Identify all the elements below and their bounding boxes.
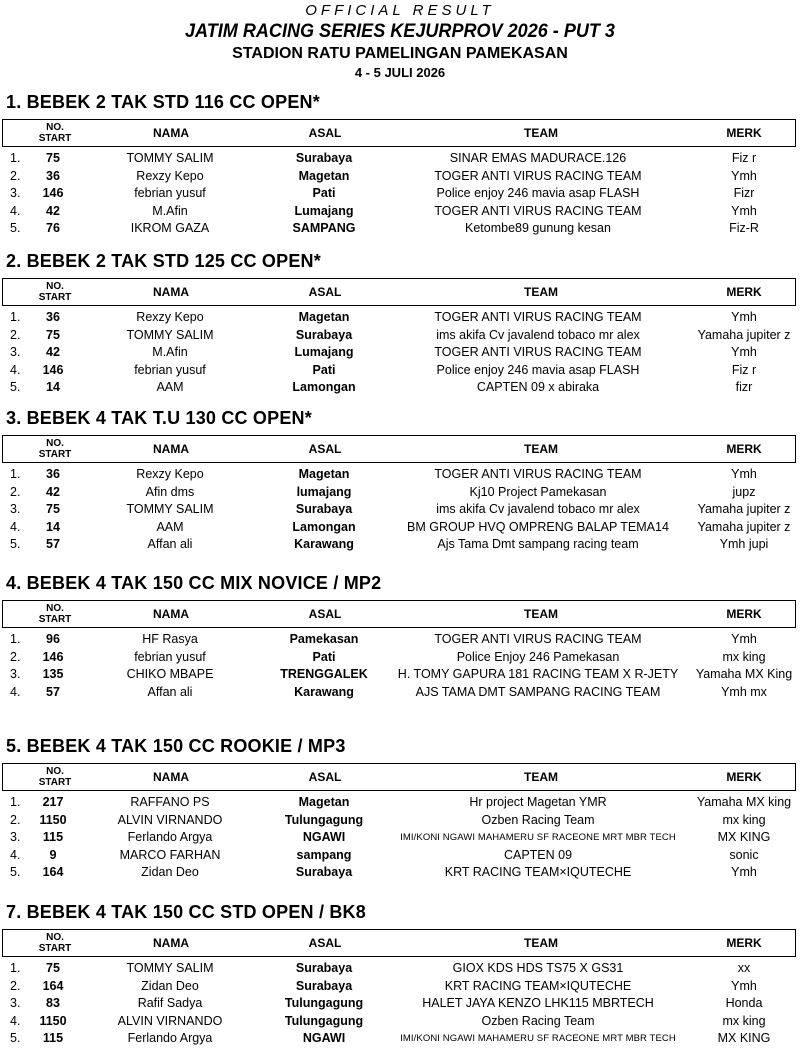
row-position: 1. <box>10 632 21 646</box>
table-row <box>0 1030 800 1048</box>
row-rider-name: Afin dms <box>145 484 195 499</box>
row-rider-name: TOMMY SALIM <box>126 502 214 516</box>
row-team: Hr project Magetan YMR <box>469 795 607 809</box>
row-rider-name: Rexzy Kepo <box>136 467 204 481</box>
table-row <box>0 812 800 830</box>
row-brand: MX KING <box>717 1031 771 1045</box>
header-asal: ASAL <box>308 285 342 299</box>
table-header <box>2 119 796 147</box>
row-team: Police Enjoy 246 Pamekasan <box>456 649 620 664</box>
header-no-label: NO. <box>46 438 64 449</box>
header-nama: NAMA <box>153 936 189 950</box>
row-rider-name: Ferlando Argya <box>127 1031 213 1045</box>
table-row <box>0 220 800 238</box>
event-date: 4 - 5 JULI 2026 <box>354 65 446 80</box>
row-team: Police enjoy 246 mavia asap FLASH <box>436 186 640 200</box>
table-row <box>0 203 800 221</box>
row-team: KRT RACING TEAM×IQUTECHE <box>444 978 632 993</box>
table-row <box>0 185 800 203</box>
table-row <box>0 794 800 812</box>
row-brand: Fiz-R <box>729 221 759 235</box>
row-origin: Magetan <box>298 467 350 481</box>
row-position: 3. <box>10 830 21 844</box>
header-no-label: NO. <box>46 122 64 133</box>
table-row <box>0 501 800 519</box>
header-team: TEAM <box>524 770 558 784</box>
row-rider-name: TOMMY SALIM <box>126 327 214 342</box>
row-brand: Ymh <box>731 865 757 879</box>
row-brand: Ymh <box>731 978 757 993</box>
row-start-number: 115 <box>42 830 64 844</box>
table-row <box>0 362 800 380</box>
table-row <box>0 847 800 865</box>
row-origin: Magetan <box>298 795 350 809</box>
row-origin: Surabaya <box>295 151 353 165</box>
row-team: TOGER ANTI VIRUS RACING TEAM <box>434 203 642 218</box>
row-start-number: 135 <box>42 667 64 681</box>
row-position: 2. <box>10 812 21 827</box>
row-rider-name: MARCO FARHAN <box>119 847 221 862</box>
row-position: 1. <box>10 151 21 165</box>
header-no-start <box>25 436 85 462</box>
table-row <box>0 684 800 702</box>
table-row <box>0 327 800 345</box>
row-position: 2. <box>10 649 21 664</box>
row-start-number: 42 <box>46 203 60 218</box>
row-brand: Yamaha jupiter z <box>697 327 791 342</box>
row-start-number: 75 <box>46 327 60 342</box>
header-nama: NAMA <box>153 126 189 140</box>
category-title: 4. BEBEK 4 TAK 150 CC MIX NOVICE / MP2 <box>6 573 382 593</box>
header-start-label: START <box>38 292 72 303</box>
row-position: 4. <box>10 362 21 377</box>
table-row <box>0 666 800 684</box>
row-origin: Tulungagung <box>284 1013 364 1028</box>
row-start-number: 164 <box>42 978 64 993</box>
category-title: 3. BEBEK 4 TAK T.U 130 CC OPEN* <box>6 408 312 428</box>
row-origin: sampang <box>296 847 352 862</box>
table-row <box>0 150 800 168</box>
row-origin: TRENGGALEK <box>280 667 368 681</box>
row-brand: mx king <box>722 1013 766 1028</box>
header-asal: ASAL <box>308 936 342 950</box>
row-rider-name: febrian yusuf <box>134 186 206 200</box>
table-row <box>0 995 800 1013</box>
row-origin: Magetan <box>298 310 350 324</box>
row-start-number: 42 <box>46 345 60 359</box>
row-team: AJS TAMA DMT SAMPANG RACING TEAM <box>415 684 661 699</box>
row-position: 1. <box>10 310 21 324</box>
row-rider-name: M.Afin <box>152 345 188 359</box>
row-position: 5. <box>10 537 21 551</box>
table-row <box>0 829 800 847</box>
row-position: 2. <box>10 484 21 499</box>
row-position: 3. <box>10 345 21 359</box>
row-start-number: 217 <box>42 795 64 809</box>
row-origin: Pati <box>312 362 336 377</box>
header-no-start <box>25 764 85 790</box>
row-start-number: 75 <box>46 151 60 165</box>
row-start-number: 57 <box>46 537 60 551</box>
venue-title: STADION RATU PAMELINGAN PAMEKASAN <box>232 45 568 62</box>
row-start-number: 83 <box>46 996 60 1010</box>
header-no-label: NO. <box>46 603 64 614</box>
row-rider-name: TOMMY SALIM <box>126 961 214 975</box>
row-start-number: 164 <box>42 865 64 879</box>
row-position: 5. <box>10 221 21 235</box>
header-asal: ASAL <box>308 442 342 456</box>
row-brand: Fiz r <box>731 362 757 377</box>
row-position: 3. <box>10 186 21 200</box>
row-position: 4. <box>10 1013 21 1028</box>
header-team: TEAM <box>524 126 558 140</box>
table-row <box>0 344 800 362</box>
row-rider-name: Zidan Deo <box>141 978 199 993</box>
row-brand: Yamaha jupiter z <box>697 519 791 534</box>
header-asal: ASAL <box>308 126 342 140</box>
row-start-number: 1150 <box>39 1013 67 1028</box>
header-merk: MERK <box>726 936 762 950</box>
table-header <box>2 929 796 957</box>
row-start-number: 42 <box>46 484 60 499</box>
row-team: Kj10 Project Pamekasan <box>469 484 607 499</box>
table-header <box>2 278 796 306</box>
header-no-start <box>25 120 85 146</box>
row-team: KRT RACING TEAM×IQUTECHE <box>444 865 632 879</box>
row-brand: jupz <box>732 484 756 499</box>
table-row <box>0 168 800 186</box>
category-title: 5. BEBEK 4 TAK 150 CC ROOKIE / MP3 <box>6 736 346 756</box>
row-origin: Pamekasan <box>289 632 359 646</box>
row-origin: Lumajang <box>294 345 354 359</box>
row-start-number: 146 <box>42 362 64 377</box>
row-start-number: 96 <box>46 632 60 646</box>
header-team: TEAM <box>524 936 558 950</box>
header-nama: NAMA <box>153 442 189 456</box>
table-header <box>2 600 796 628</box>
row-brand: Ymh jupi <box>719 537 769 551</box>
row-start-number: 36 <box>46 168 60 183</box>
table-row <box>0 466 800 484</box>
row-rider-name: Rexzy Kepo <box>136 168 204 183</box>
row-team: ims akifa Cv javalend tobaco mr alex <box>436 327 640 342</box>
row-team: TOGER ANTI VIRUS RACING TEAM <box>434 310 642 324</box>
table-row <box>0 379 800 397</box>
row-team: IMI/KONI NGAWI MAHAMERU SF RACEONE MRT MBR TECH <box>400 832 676 843</box>
category-title: 2. BEBEK 2 TAK STD 125 CC OPEN* <box>6 251 321 271</box>
row-brand: Yamaha MX King <box>695 667 793 681</box>
row-team: TOGER ANTI VIRUS RACING TEAM <box>434 168 642 183</box>
table-row <box>0 960 800 978</box>
row-position: 1. <box>10 795 21 809</box>
row-origin: NGAWI <box>302 830 346 844</box>
row-position: 4. <box>10 203 21 218</box>
header-team: TEAM <box>524 607 558 621</box>
row-position: 3. <box>10 502 21 516</box>
row-rider-name: Rexzy Kepo <box>136 310 204 324</box>
row-rider-name: AAM <box>156 380 184 394</box>
category-title: 1. BEBEK 2 TAK STD 116 CC OPEN* <box>6 92 320 112</box>
row-origin: Lumajang <box>294 203 354 218</box>
row-rider-name: TOMMY SALIM <box>126 151 214 165</box>
row-team: CAPTEN 09 <box>503 847 573 862</box>
row-brand: MX KING <box>717 830 771 844</box>
row-position: 2. <box>10 327 21 342</box>
row-rider-name: Affan ali <box>147 684 193 699</box>
header-team: TEAM <box>524 285 558 299</box>
row-origin: Karawang <box>294 537 354 551</box>
table-row <box>0 631 800 649</box>
series-title: JATIM RACING SERIES KEJURPROV 2026 - PUT 3 <box>185 21 615 42</box>
row-rider-name: AAM <box>156 519 184 534</box>
row-rider-name: febrian yusuf <box>134 649 206 664</box>
row-position: 4. <box>10 684 21 699</box>
header-merk: MERK <box>726 442 762 456</box>
row-start-number: 9 <box>49 847 57 862</box>
row-start-number: 36 <box>46 310 60 324</box>
table-row <box>0 536 800 554</box>
category-title: 7. BEBEK 4 TAK 150 CC STD OPEN / BK8 <box>6 902 366 922</box>
row-team: HALET JAYA KENZO LHK115 MBRTECH <box>422 996 654 1010</box>
row-position: 3. <box>10 996 21 1010</box>
row-brand: Ymh mx <box>721 684 767 699</box>
row-team: Ozben Racing Team <box>481 1013 595 1028</box>
row-position: 5. <box>10 865 21 879</box>
row-rider-name: Ferlando Argya <box>127 830 213 844</box>
row-start-number: 76 <box>46 221 60 235</box>
row-brand: xx <box>737 961 751 975</box>
row-brand: Fizr <box>733 186 755 200</box>
row-brand: Ymh <box>731 310 757 324</box>
table-row <box>0 484 800 502</box>
row-brand: sonic <box>729 847 759 862</box>
row-team: Ajs Tama Dmt sampang racing team <box>437 537 639 551</box>
row-position: 4. <box>10 847 21 862</box>
row-position: 5. <box>10 380 21 394</box>
header-start-label: START <box>38 777 72 788</box>
row-origin: Surabaya <box>295 502 353 516</box>
row-origin: Tulungagung <box>284 996 364 1010</box>
row-origin: Surabaya <box>295 961 353 975</box>
row-brand: fizr <box>735 380 753 394</box>
row-brand: Honda <box>725 996 763 1010</box>
row-rider-name: Zidan Deo <box>141 865 199 879</box>
header-start-label: START <box>38 943 72 954</box>
row-brand: mx king <box>722 812 766 827</box>
row-start-number: 14 <box>46 519 60 534</box>
header-no-label: NO. <box>46 766 64 777</box>
row-rider-name: ALVIN VIRNANDO <box>117 812 223 827</box>
row-position: 2. <box>10 978 21 993</box>
row-origin: Karawang <box>294 684 354 699</box>
table-row <box>0 1013 800 1031</box>
row-team: CAPTEN 09 x abiraka <box>476 380 600 394</box>
row-rider-name: Rafif Sadya <box>137 996 203 1010</box>
header-merk: MERK <box>726 770 762 784</box>
row-start-number: 36 <box>46 467 60 481</box>
row-team: ims akifa Cv javalend tobaco mr alex <box>436 502 640 516</box>
document-header <box>0 0 800 82</box>
row-team: Police enjoy 246 mavia asap FLASH <box>436 362 640 377</box>
row-origin: Surabaya <box>295 978 353 993</box>
row-start-number: 14 <box>46 380 60 394</box>
row-origin: SAMPANG <box>292 221 356 235</box>
header-no-start <box>25 930 85 956</box>
row-position: 1. <box>10 961 21 975</box>
row-team: Ketombe89 gunung kesan <box>465 221 611 235</box>
row-team: BM GROUP HVQ OMPRENG BALAP TEMA14 <box>407 519 669 534</box>
row-team: Ozben Racing Team <box>481 812 595 827</box>
row-rider-name: febrian yusuf <box>134 362 206 377</box>
table-row <box>0 649 800 667</box>
row-team: H. TOMY GAPURA 181 RACING TEAM X R-JETY <box>397 667 679 681</box>
row-brand: Ymh <box>731 345 757 359</box>
row-origin: Magetan <box>298 168 350 183</box>
header-no-start <box>25 279 85 305</box>
header-start-label: START <box>38 449 72 460</box>
row-position: 4. <box>10 519 21 534</box>
header-merk: MERK <box>726 126 762 140</box>
row-origin: Pati <box>312 649 336 664</box>
row-brand: Yamaha MX king <box>696 795 792 809</box>
row-brand: Ymh <box>731 203 757 218</box>
header-merk: MERK <box>726 607 762 621</box>
table-row <box>0 864 800 882</box>
row-origin: Pati <box>312 186 336 200</box>
row-position: 1. <box>10 467 21 481</box>
row-start-number: 115 <box>42 1031 64 1045</box>
row-rider-name: ALVIN VIRNANDO <box>117 1013 223 1028</box>
row-team: GIOX KDS HDS TS75 X GS31 <box>452 961 624 975</box>
table-row <box>0 519 800 537</box>
row-rider-name: Affan ali <box>147 537 193 551</box>
row-start-number: 1150 <box>39 812 67 827</box>
row-origin: Lamongan <box>292 519 356 534</box>
row-brand: Ymh <box>731 632 757 646</box>
table-row <box>0 978 800 996</box>
row-position: 2. <box>10 168 21 183</box>
header-asal: ASAL <box>308 607 342 621</box>
row-brand: mx king <box>722 649 766 664</box>
header-no-label: NO. <box>46 281 64 292</box>
row-brand: Ymh <box>731 168 757 183</box>
row-rider-name: CHIKO MBAPE <box>126 667 214 681</box>
row-brand: Fiz r <box>731 151 757 165</box>
row-position: 3. <box>10 667 21 681</box>
official-result-label: OFFICIAL RESULT <box>305 2 495 19</box>
row-rider-name: RAFFANO PS <box>130 795 210 809</box>
header-no-label: NO. <box>46 932 64 943</box>
row-origin: NGAWI <box>302 1031 346 1045</box>
row-team: TOGER ANTI VIRUS RACING TEAM <box>434 345 642 359</box>
header-merk: MERK <box>726 285 762 299</box>
header-team: TEAM <box>524 442 558 456</box>
row-team: IMI/KONI NGAWI MAHAMERU SF RACEONE MRT MBR TECH <box>400 1033 676 1044</box>
row-rider-name: IKROM GAZA <box>130 221 210 235</box>
header-nama: NAMA <box>153 770 189 784</box>
table-header <box>2 435 796 463</box>
row-start-number: 75 <box>46 961 60 975</box>
row-origin: lumajang <box>296 484 352 499</box>
header-start-label: START <box>38 614 72 625</box>
row-start-number: 146 <box>42 186 64 200</box>
row-brand: Yamaha jupiter z <box>697 502 791 516</box>
row-origin: Surabaya <box>295 865 353 879</box>
header-asal: ASAL <box>308 770 342 784</box>
row-rider-name: M.Afin <box>152 203 188 218</box>
header-nama: NAMA <box>153 607 189 621</box>
row-origin: Surabaya <box>295 327 353 342</box>
table-header <box>2 763 796 791</box>
row-team: SINAR EMAS MADURACE.126 <box>449 151 627 165</box>
row-start-number: 57 <box>46 684 60 699</box>
row-position: 5. <box>10 1031 21 1045</box>
row-brand: Ymh <box>731 467 757 481</box>
row-rider-name: HF Rasya <box>142 632 198 646</box>
row-origin: Tulungagung <box>284 812 364 827</box>
table-row <box>0 309 800 327</box>
row-start-number: 75 <box>46 502 60 516</box>
header-no-start <box>25 601 85 627</box>
header-start-label: START <box>38 133 72 144</box>
row-team: TOGER ANTI VIRUS RACING TEAM <box>434 467 642 481</box>
header-nama: NAMA <box>153 285 189 299</box>
row-origin: Lamongan <box>292 380 356 394</box>
row-team: TOGER ANTI VIRUS RACING TEAM <box>434 632 642 646</box>
row-start-number: 146 <box>42 649 64 664</box>
